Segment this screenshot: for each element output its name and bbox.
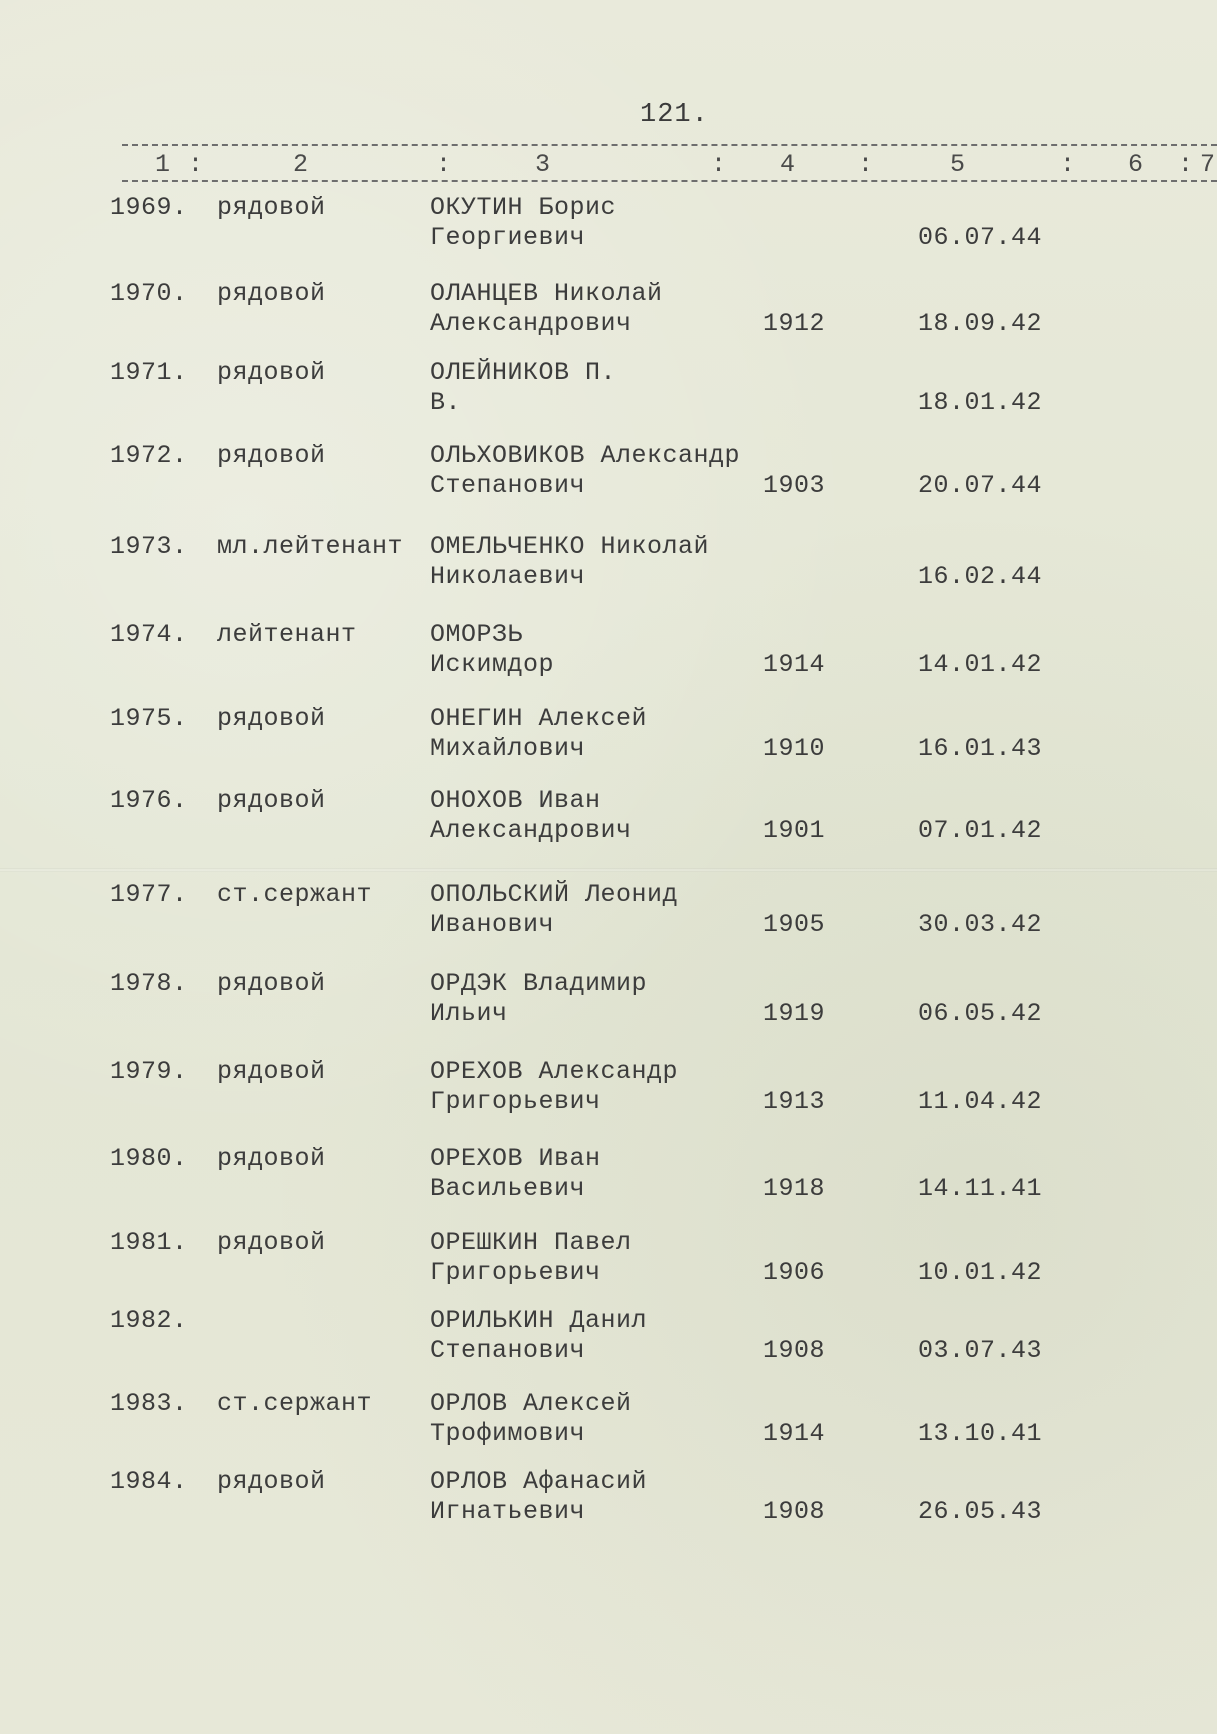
record-rank: рядовой [217,279,326,308]
record-rank: ст.сержант [217,1389,373,1418]
record-rank: рядовой [217,358,326,387]
record-number: 1976. [110,786,188,815]
record-number: 1979. [110,1057,188,1086]
record-patronymic: Михайлович [430,734,586,763]
table-row [0,532,1217,612]
record-birth-year: 1914 [763,650,826,679]
record-patronymic: Васильевич [430,1174,586,1203]
column-separator: : [436,150,452,179]
record-patronymic: Трофимович [430,1419,586,1448]
record-number: 1982. [110,1306,188,1335]
record-birth-year: 1906 [763,1258,826,1287]
record-surname: ОЛАНЦЕВ Николай [430,279,663,308]
record-rank: мл.лейтенант [217,532,404,561]
record-birth-year: 1913 [763,1087,826,1116]
record-surname: ОРИЛЬКИН Данил [430,1306,648,1335]
record-number: 1971. [110,358,188,387]
record-date: 03.07.43 [918,1336,1043,1365]
record-rank: рядовой [217,1228,326,1257]
record-birth-year: 1908 [763,1497,826,1526]
table-row [0,620,1217,700]
record-patronymic: Георгиевич [430,223,586,252]
record-surname: ОКУТИН Борис [430,193,617,222]
record-date: 13.10.41 [918,1419,1043,1448]
record-number: 1980. [110,1144,188,1173]
record-patronymic: Искимдор [430,650,555,679]
header-rule-top [122,144,1217,146]
record-birth-year: 1905 [763,910,826,939]
record-surname: ОРЕХОВ Александр [430,1057,679,1086]
column-number-5: 5 [950,150,966,179]
record-patronymic: Игнатьевич [430,1497,586,1526]
record-surname: ОРЕШКИН Павел [430,1228,632,1257]
column-number-4: 4 [780,150,796,179]
record-birth-year: 1912 [763,309,826,338]
table-row [0,441,1217,521]
column-number-7: 7 [1200,150,1216,179]
table-row [0,279,1217,359]
column-number-2: 2 [293,150,309,179]
record-patronymic: Николаевич [430,562,586,591]
record-surname: ОРЕХОВ Иван [430,1144,601,1173]
record-rank: ст.сержант [217,880,373,909]
record-date: 18.09.42 [918,309,1043,338]
record-number: 1984. [110,1467,188,1496]
record-birth-year: 1908 [763,1336,826,1365]
table-row [0,704,1217,784]
record-number: 1975. [110,704,188,733]
record-surname: ОРЛОВ Афанасий [430,1467,648,1496]
page-number: 121. [640,100,709,130]
page-fold [0,868,1217,872]
record-number: 1978. [110,969,188,998]
record-birth-year: 1903 [763,471,826,500]
record-surname: ОПОЛЬСКИЙ Леонид [430,880,679,909]
record-number: 1973. [110,532,188,561]
record-patronymic: Ильич [430,999,508,1028]
column-separator: : [1060,150,1076,179]
record-number: 1972. [110,441,188,470]
table-row [0,1389,1217,1469]
table-row [0,969,1217,1049]
record-patronymic: Иванович [430,910,555,939]
record-date: 30.03.42 [918,910,1043,939]
record-birth-year: 1910 [763,734,826,763]
record-rank: лейтенант [217,620,357,649]
column-number-6: 6 [1128,150,1144,179]
record-surname: ОЛЬХОВИКОВ Александр [430,441,741,470]
record-number: 1981. [110,1228,188,1257]
record-patronymic: Степанович [430,1336,586,1365]
record-rank: рядовой [217,1467,326,1496]
table-row [0,880,1217,960]
table-row [0,1306,1217,1386]
table-row [0,786,1217,866]
record-birth-year: 1914 [763,1419,826,1448]
record-surname: ОНОХОВ Иван [430,786,601,815]
table-row [0,1467,1217,1547]
header-rule-bottom [122,180,1217,182]
column-separator: : [711,150,727,179]
table-row [0,358,1217,438]
record-surname: ОНЕГИН Алексей [430,704,648,733]
record-patronymic: Григорьевич [430,1087,601,1116]
record-rank: рядовой [217,786,326,815]
table-row [0,193,1217,273]
record-date: 14.11.41 [918,1174,1043,1203]
record-date: 10.01.42 [918,1258,1043,1287]
record-rank: рядовой [217,441,326,470]
record-patronymic: Григорьевич [430,1258,601,1287]
record-patronymic: Александрович [430,816,632,845]
record-rank: рядовой [217,1144,326,1173]
record-rank: рядовой [217,1057,326,1086]
record-birth-year: 1919 [763,999,826,1028]
record-date: 18.01.42 [918,388,1043,417]
record-date: 20.07.44 [918,471,1043,500]
record-rank: рядовой [217,704,326,733]
record-date: 06.05.42 [918,999,1043,1028]
record-date: 16.02.44 [918,562,1043,591]
record-rank: рядовой [217,969,326,998]
column-separator: : [858,150,874,179]
column-number-1: 1 [155,150,171,179]
table-row [0,1144,1217,1224]
record-surname: ОЛЕЙНИКОВ П. [430,358,617,387]
record-patronymic: Александрович [430,309,632,338]
record-number: 1974. [110,620,188,649]
record-date: 14.01.42 [918,650,1043,679]
record-surname: ОРДЭК Владимир [430,969,648,998]
record-birth-year: 1901 [763,816,826,845]
record-date: 26.05.43 [918,1497,1043,1526]
record-patronymic: Степанович [430,471,586,500]
record-date: 07.01.42 [918,816,1043,845]
record-number: 1983. [110,1389,188,1418]
record-surname: ОМЕЛЬЧЕНКО Николай [430,532,710,561]
record-surname: ОРЛОВ Алексей [430,1389,632,1418]
record-number: 1970. [110,279,188,308]
table-row [0,1057,1217,1137]
record-date: 11.04.42 [918,1087,1043,1116]
record-rank: рядовой [217,193,326,222]
column-number-3: 3 [535,150,551,179]
column-separator: : [1178,150,1194,179]
record-patronymic: В. [430,388,462,417]
record-birth-year: 1918 [763,1174,826,1203]
record-number: 1977. [110,880,188,909]
table-row [0,1228,1217,1308]
record-date: 16.01.43 [918,734,1043,763]
record-surname: ОМОРЗЬ [430,620,524,649]
record-number: 1969. [110,193,188,222]
column-separator: : [188,150,204,179]
record-date: 06.07.44 [918,223,1043,252]
